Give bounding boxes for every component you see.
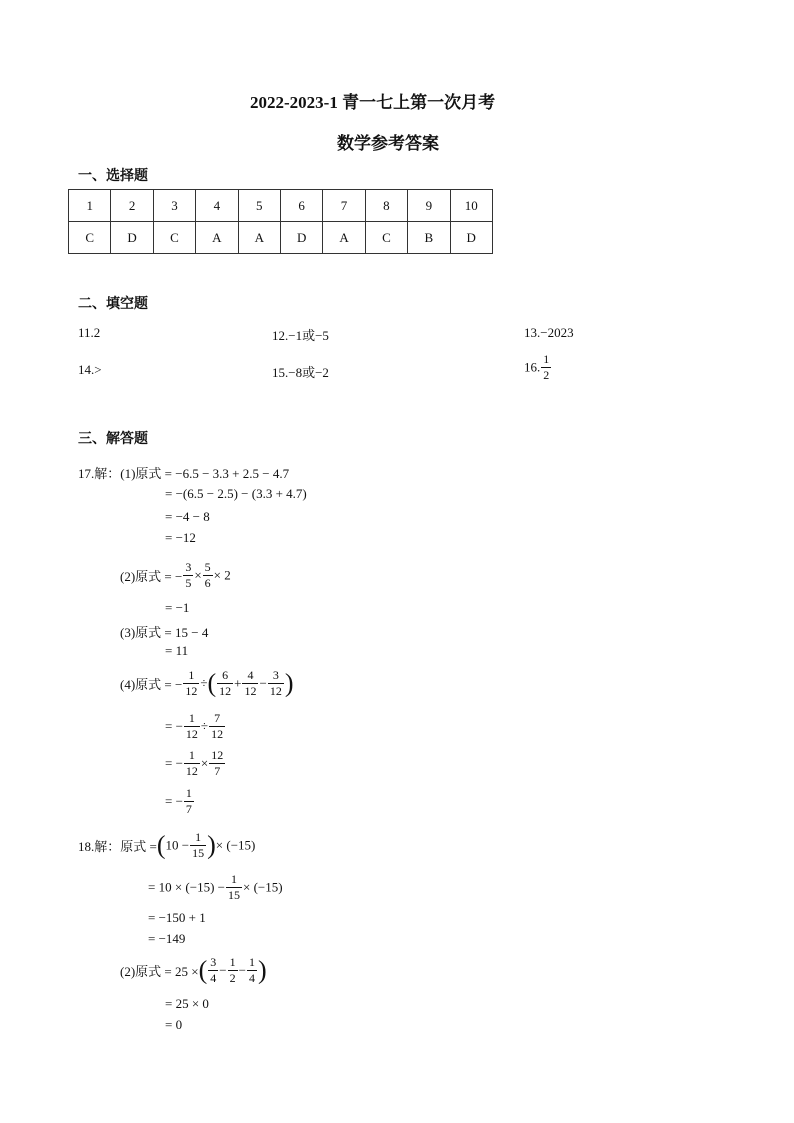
answer-16 (524, 352, 552, 383)
q18-part2-line-1: (2)原式 = 25 ×( $\frac{3}{4}$ − $\frac{1}{2}$ − $\frac{1}{4}$ ) (120, 955, 267, 985)
table-cell: 6 (280, 190, 322, 222)
section-heading-choice: 一、选择题 (78, 168, 148, 184)
q18-part2-line-2: = 25 × 0 (165, 996, 209, 1011)
table-cell: 9 (408, 190, 450, 222)
table-cell: C (153, 222, 195, 254)
table-cell: 7 (323, 190, 365, 222)
table-cell: 10 (450, 190, 492, 222)
q17-part2-line-1: (2)原式 = − $\frac{3}{5}$ × $\frac{5}{6}$ × 2 (120, 560, 231, 590)
table-cell: A (196, 222, 238, 254)
choice-answer-table (68, 189, 493, 254)
table-cell: 8 (365, 190, 407, 222)
q17-part4-line-3: = − $\frac{1}{12}$ × $\frac{12}{7}$ (165, 748, 224, 778)
answer-15: 15.−8或−2 (272, 365, 329, 380)
table-row-numbers (69, 190, 493, 222)
table-cell: C (365, 222, 407, 254)
q17-part4-line-4: = − $\frac{1}{7}$ (165, 786, 192, 816)
table-cell: 4 (196, 190, 238, 222)
table-cell: D (450, 222, 492, 254)
section-heading-solve: 三、解答题 (78, 431, 148, 447)
q18-line-3: = −150 + 1 (148, 910, 206, 925)
table-cell: D (111, 222, 153, 254)
table-cell: A (238, 222, 280, 254)
q17-line-2: = −(6.5 − 2.5) − (3.3 + 4.7) (165, 486, 307, 501)
table-cell: 3 (153, 190, 195, 222)
table-cell: B (408, 222, 450, 254)
q17-part4-line-1: (4)原式 = − $\frac{1}{12}$ ÷( $\frac{6}{12}$ + $\frac{4}{12}$ − $\frac{3}{12}$ ) (120, 668, 294, 698)
answer-13: 13.−2023 (524, 325, 574, 340)
fraction: $\frac{1}{2}$ (543, 352, 550, 382)
answer-11: 11.2 (78, 325, 101, 340)
section-heading-fill: 二、填空题 (78, 296, 148, 312)
table-cell: D (280, 222, 322, 254)
q17-line-3: = −4 − 8 (165, 509, 210, 524)
answer-12: 12.−1或−5 (272, 328, 329, 343)
q18-line-1: 18.解：原式 =(10 − $\frac{1}{15}$ )× (−15) (78, 830, 256, 860)
q17-part4-line-2: = − $\frac{1}{12}$ ÷ $\frac{7}{12}$ (165, 711, 224, 741)
q18-part2-line-3: = 0 (165, 1017, 183, 1032)
page-title: 2022-2023-1 青一七上第一次月考 (250, 93, 496, 112)
q17-line-4: = −12 (165, 530, 196, 545)
page-subtitle: 数学参考答案 (337, 134, 439, 153)
q17-part3-line-2: = 11 (165, 643, 189, 658)
answer-16-label: 16. (524, 359, 541, 375)
q17-line-1: 17.解：(1)原式 = −6.5 − 3.3 + 2.5 − 4.7 (78, 466, 290, 481)
q17-part2-line-2: = −1 (165, 600, 190, 615)
table-cell: 2 (111, 190, 153, 222)
table-row-answers (69, 222, 493, 254)
answer-14: 14.> (78, 362, 102, 377)
q17-part3-line-1: (3)原式 = 15 − 4 (120, 625, 209, 640)
table-cell: C (69, 222, 111, 254)
q18-line-4: = −149 (148, 931, 186, 946)
table-cell: A (323, 222, 365, 254)
table-cell: 5 (238, 190, 280, 222)
q18-line-2: = 10 × (−15) − $\frac{1}{15}$ × (−15) (148, 872, 283, 902)
table-cell: 1 (69, 190, 111, 222)
